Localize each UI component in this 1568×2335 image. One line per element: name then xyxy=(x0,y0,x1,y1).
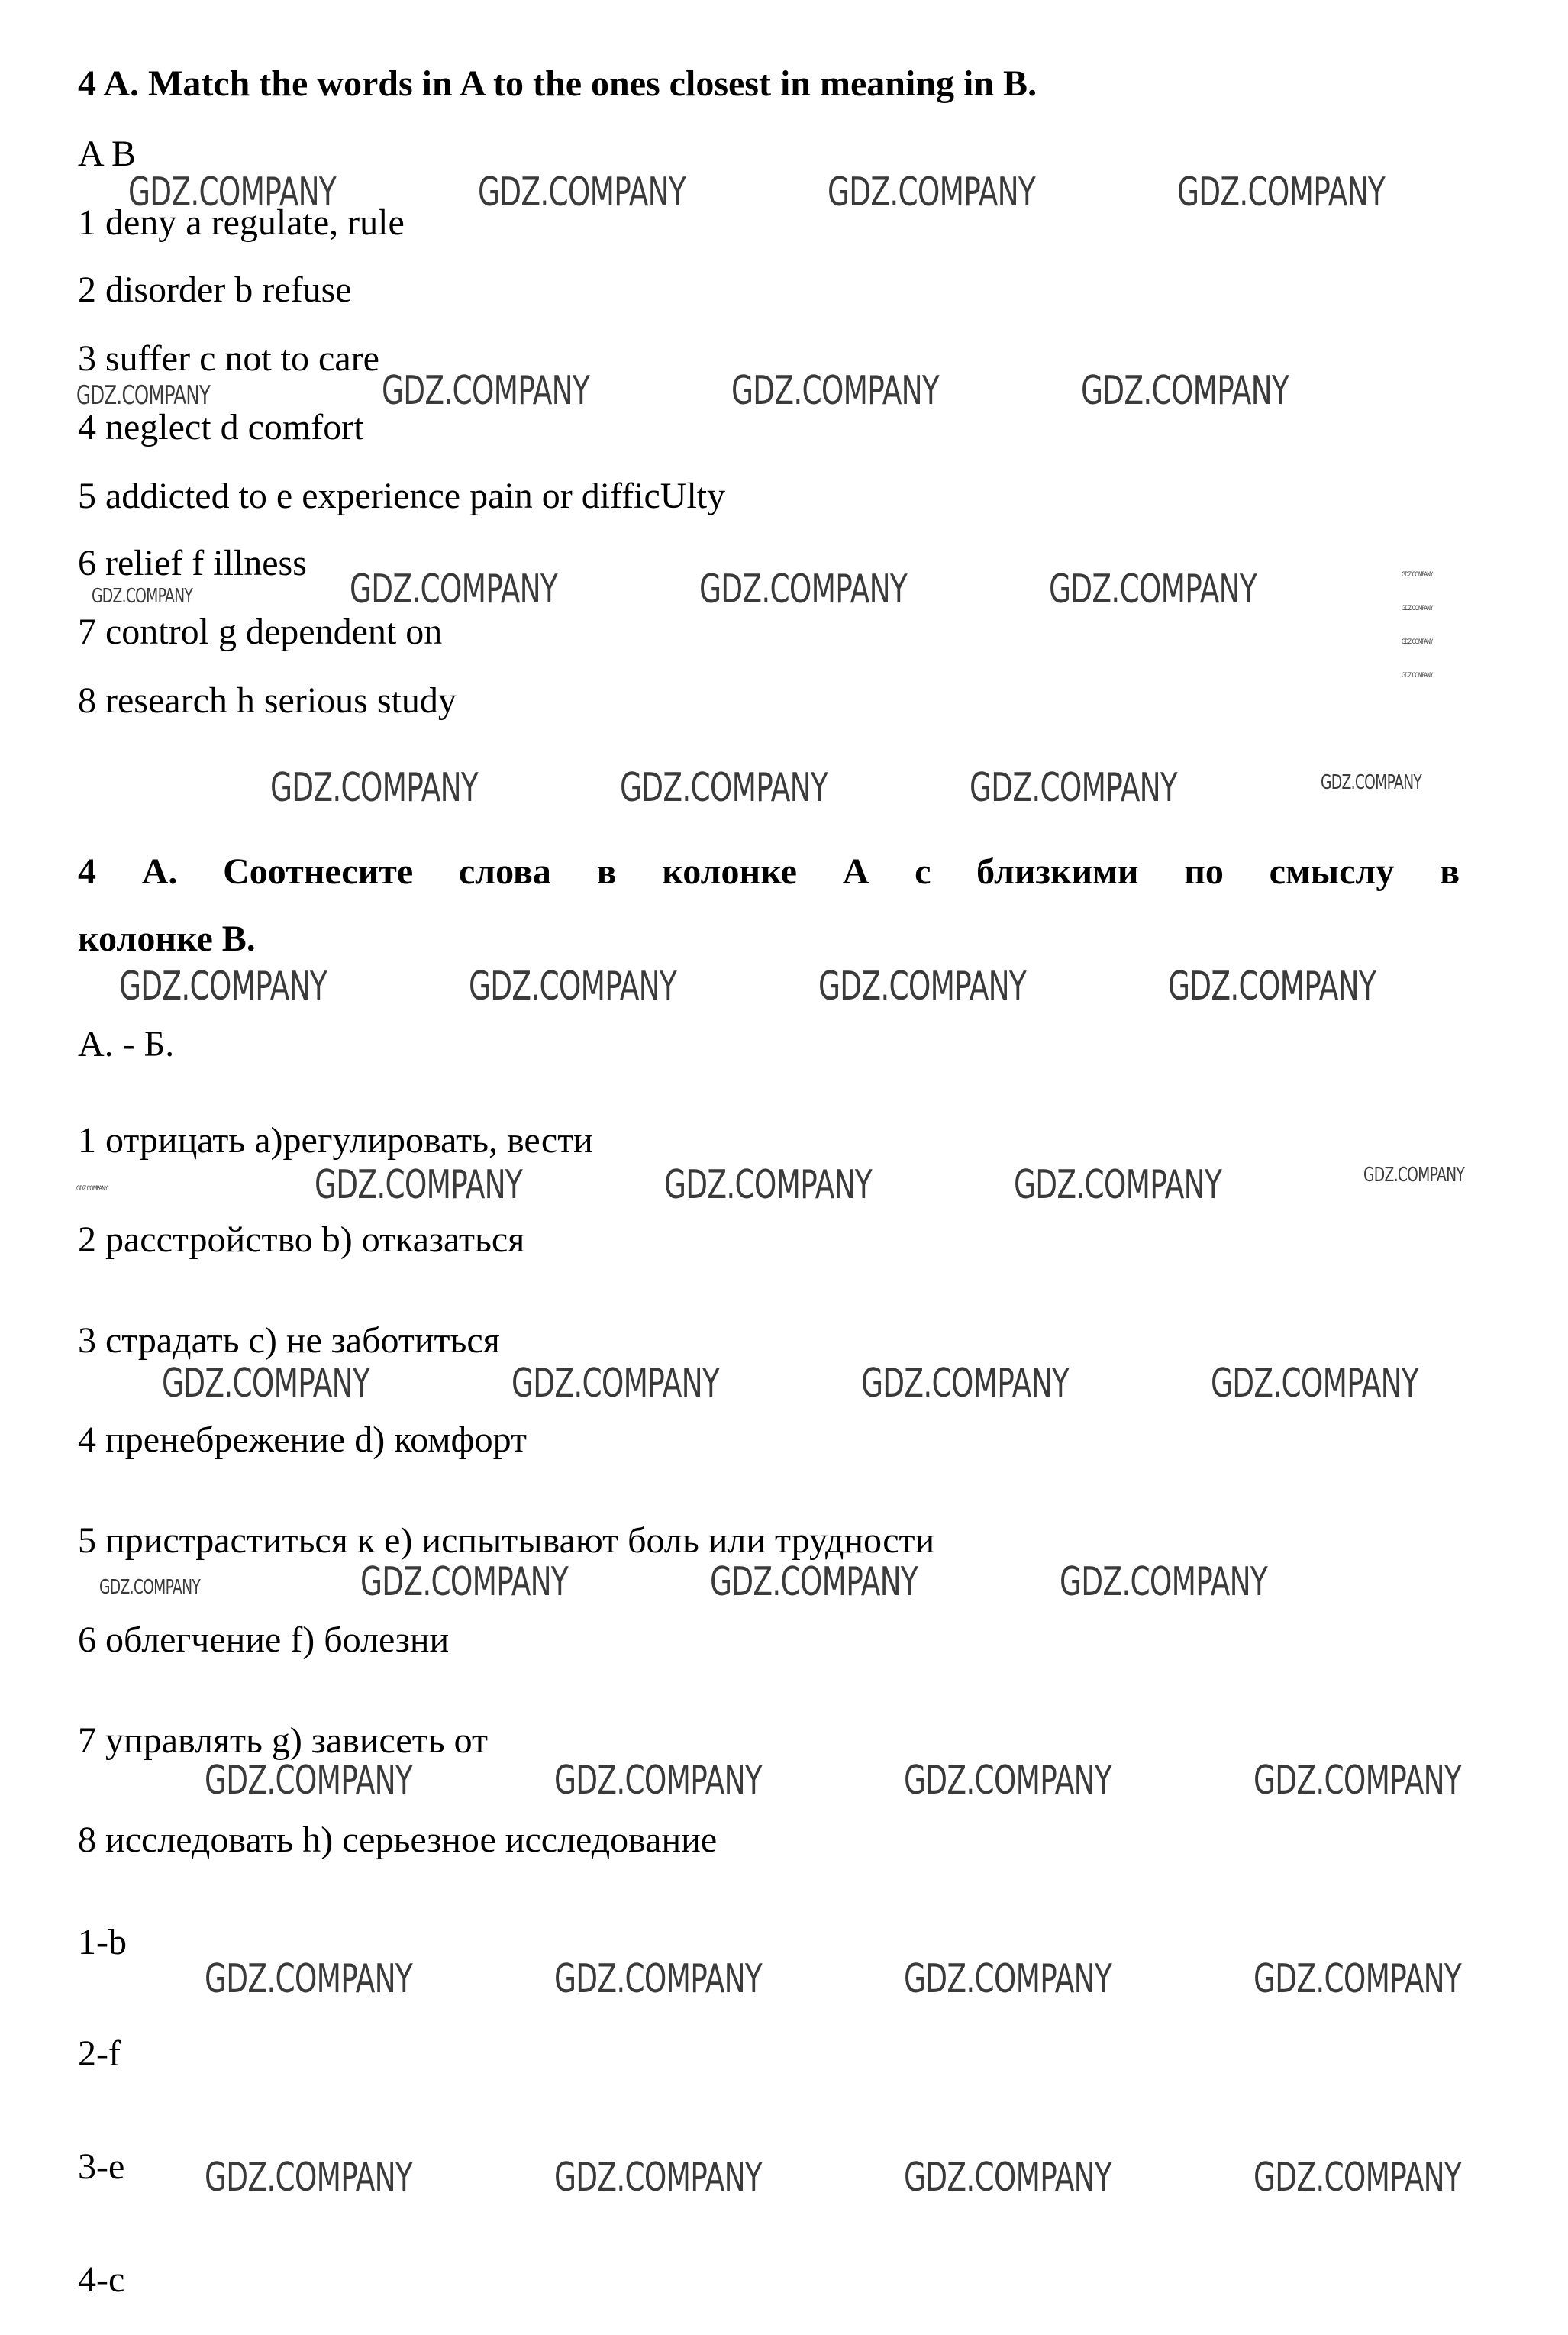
russian-item-5: 5 пристраститься к e) испытывают боль или трудности xyxy=(78,1520,935,1561)
watermark: GDZ.COMPANY xyxy=(162,1361,370,1406)
watermark: GDZ.COMPANY xyxy=(1168,964,1376,1009)
watermark: GDZ.COMPANY xyxy=(128,170,337,215)
watermark: GDZ.COMPANY xyxy=(904,1956,1112,2002)
english-item-6: 6 relief f illness xyxy=(78,543,307,583)
russian-item-7: 7 управлять g) зависеть от xyxy=(78,1720,488,1761)
watermark: GDZ.COMPANY xyxy=(1081,368,1289,414)
watermark: GDZ.COMPANY xyxy=(1253,1956,1462,2002)
watermark: GDZ.COMPANY xyxy=(205,1956,413,2002)
watermark: GDZ.COMPANY xyxy=(620,765,828,811)
watermark: GDZ.COMPANY xyxy=(478,170,686,215)
russian-heading-word: 4 xyxy=(78,851,96,892)
watermark: GDZ.COMPANY xyxy=(1253,1758,1462,1804)
watermark: GDZ.COMPANY xyxy=(469,964,677,1009)
watermark: GDZ.COMPANY xyxy=(1049,567,1257,612)
answer-2: 2-f xyxy=(78,2033,121,2074)
watermark: GDZ.COMPANY xyxy=(970,765,1178,811)
russian-columns-label: А. - Б. xyxy=(78,1024,175,1064)
watermark: GDZ.COMPANY xyxy=(818,964,1027,1009)
russian-heading xyxy=(78,849,1460,895)
english-item-1: 1 deny a regulate, rule xyxy=(78,202,405,243)
russian-item-1: 1 отрицать a)регулировать, вести xyxy=(78,1120,593,1161)
russian-heading-word: по xyxy=(1184,851,1224,892)
russian-heading-line2: колонке В. xyxy=(78,919,256,959)
watermark: GDZ.COMPANY xyxy=(1402,638,1433,646)
watermark: GDZ.COMPANY xyxy=(270,765,479,811)
watermark: GDZ.COMPANY xyxy=(554,2155,763,2201)
russian-item-6: 6 облегчение f) болезни xyxy=(78,1620,450,1660)
english-item-4: 4 neglect d comfort xyxy=(78,407,364,447)
watermark: GDZ.COMPANY xyxy=(554,1758,763,1804)
english-item-8: 8 research h serious study xyxy=(78,680,457,721)
watermark: GDZ.COMPANY xyxy=(710,1559,918,1605)
watermark: GDZ.COMPANY xyxy=(904,2155,1112,2201)
watermark: GDZ.COMPANY xyxy=(1060,1559,1268,1605)
watermark: GDZ.COMPANY xyxy=(92,585,193,608)
russian-heading-word: в xyxy=(1440,851,1460,892)
watermark: GDZ.COMPANY xyxy=(205,2155,413,2201)
russian-heading-word: смыслу xyxy=(1269,851,1395,892)
russian-heading-word: А. xyxy=(141,851,178,892)
russian-heading-word: близкими xyxy=(976,851,1139,892)
watermark: GDZ.COMPANY xyxy=(360,1559,569,1605)
watermark: GDZ.COMPANY xyxy=(315,1162,523,1208)
russian-item-2: 2 расстройство b) отказаться xyxy=(78,1219,525,1260)
english-item-7: 7 control g dependent on xyxy=(78,612,443,652)
russian-heading-word: Соотнесите xyxy=(223,851,414,892)
english-item-5: 5 addicted to e experience pain or difficUlty xyxy=(78,476,726,516)
watermark: GDZ.COMPANY xyxy=(1363,1164,1465,1187)
watermark: GDZ.COMPANY xyxy=(1402,571,1433,579)
watermark: GDZ.COMPANY xyxy=(828,170,1036,215)
watermark: GDZ.COMPANY xyxy=(76,1185,108,1193)
watermark: GDZ.COMPANY xyxy=(350,567,558,612)
english-item-3: 3 suffer c not to care xyxy=(78,338,379,379)
russian-heading-word: с xyxy=(915,851,931,892)
watermark: GDZ.COMPANY xyxy=(664,1162,873,1208)
watermark: GDZ.COMPANY xyxy=(1253,2155,1462,2201)
watermark: GDZ.COMPANY xyxy=(205,1758,413,1804)
answer-3: 3-e xyxy=(78,2146,125,2187)
russian-item-4: 4 пренебрежение d) комфорт xyxy=(78,1419,527,1460)
watermark: GDZ.COMPANY xyxy=(904,1758,1112,1804)
russian-heading-word: колонке xyxy=(662,851,797,892)
watermark: GDZ.COMPANY xyxy=(1321,771,1422,794)
watermark: GDZ.COMPANY xyxy=(699,567,908,612)
answer-1: 1-b xyxy=(78,1922,127,1962)
russian-item-3: 3 страдать c) не заботиться xyxy=(78,1320,500,1361)
russian-heading-word: А xyxy=(842,851,869,892)
watermark: GDZ.COMPANY xyxy=(731,368,940,414)
watermark: GDZ.COMPANY xyxy=(99,1576,201,1599)
russian-heading-word: слова xyxy=(458,851,551,892)
watermark: GDZ.COMPANY xyxy=(511,1361,720,1406)
english-heading: 4 A. Match the words in A to the ones closest in meaning in B. xyxy=(78,63,1037,104)
watermark: GDZ.COMPANY xyxy=(1211,1361,1419,1406)
watermark: GDZ.COMPANY xyxy=(1177,170,1386,215)
watermark: GDZ.COMPANY xyxy=(861,1361,1070,1406)
english-columns-label: A B xyxy=(78,134,137,174)
watermark: GDZ.COMPANY xyxy=(119,964,327,1009)
russian-item-8: 8 исследовать h) серьезное исследование xyxy=(78,1820,718,1860)
russian-heading-word: в xyxy=(596,851,617,892)
watermark: GDZ.COMPANY xyxy=(554,1956,763,2002)
watermark: GDZ.COMPANY xyxy=(1014,1162,1222,1208)
watermark: GDZ.COMPANY xyxy=(1402,672,1433,680)
watermark: GDZ.COMPANY xyxy=(76,380,211,411)
answer-4: 4-c xyxy=(78,2259,125,2300)
watermark: GDZ.COMPANY xyxy=(382,368,590,414)
watermark: GDZ.COMPANY xyxy=(1402,605,1433,612)
english-item-2: 2 disorder b refuse xyxy=(78,270,352,310)
